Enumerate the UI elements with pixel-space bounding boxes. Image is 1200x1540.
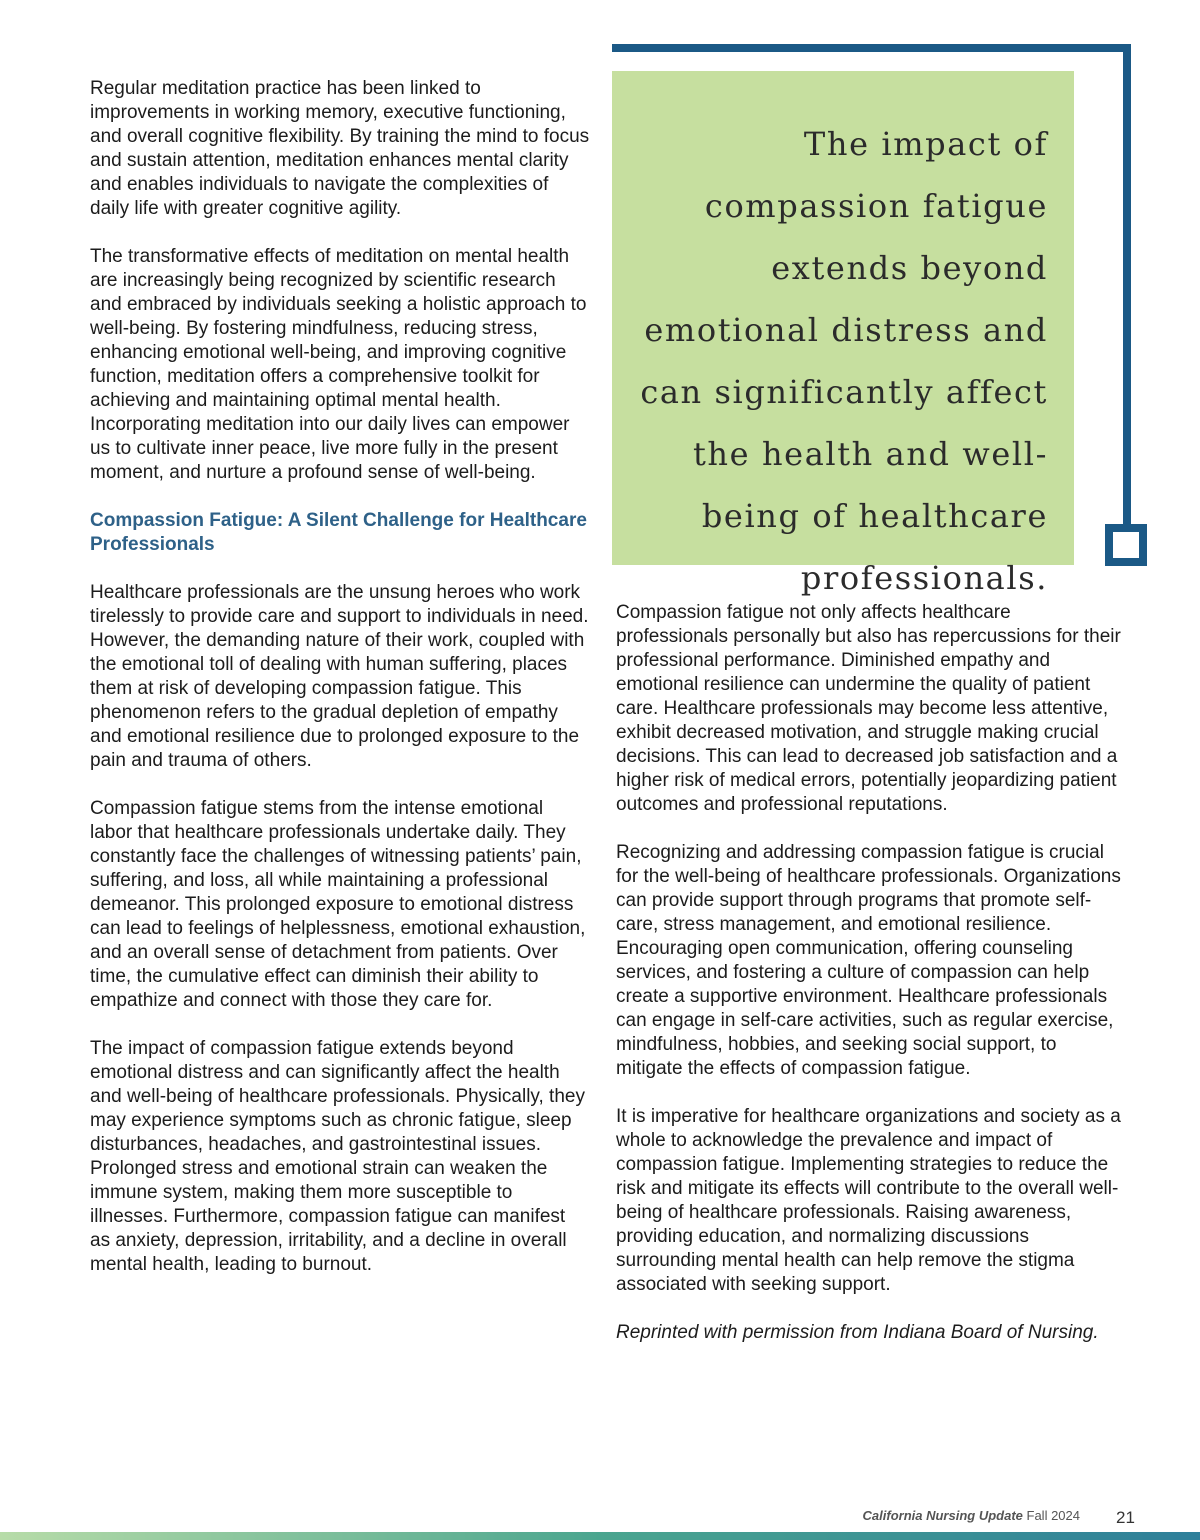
right-column bbox=[616, 601, 1126, 1369]
pull-quote-frame-right bbox=[1123, 44, 1131, 528]
body-paragraph: The impact of compassion fatigue extends beyond emotional distress and can significantly affect the health and well-being of healthcare professionals. Physically, they may experience symptoms such as chronic fatigue, sleep disturbances, headaches, and gastrointestinal issues. Prolonged stress and emotional strain can weaken the immune system, making them more susceptible to illnesses. Furthermore, compassion fatigue can manifest as anxiety, depression, irritability, and a decline in overall mental health, leading to burnout. bbox=[90, 1038, 585, 1275]
publication-name: California Nursing Update bbox=[862, 1508, 1023, 1523]
body-paragraph: The transformative effects of meditation on mental health are increasingly being recognized by scientific research and embraced by individuals seeking a holistic approach to well-being. By fostering mindfulness, reducing stress, enhancing emotional well-being, and improving cognitive function, meditation offers a comprehensive toolkit for achieving and maintaining optimal mental health. Incorporating meditation into our daily lives can empower us to cultivate inner peace, live more fully in the present moment, and nurture a profound sense of well-being. bbox=[90, 246, 587, 483]
pull-quote-box bbox=[612, 71, 1074, 597]
footer-gradient-bar bbox=[0, 1532, 1200, 1540]
body-paragraph: It is imperative for healthcare organizations and society as a whole to acknowledge the prevalence and impact of compassion fatigue. Implementing strategies to reduce the risk and mitigate its effects will contribute to the overall well-being of healthcare professionals. Raising awareness, providing education, and normalizing discussions surrounding mental health can help remove the stigma associated with seeking support. bbox=[616, 1106, 1121, 1295]
pull-quote-text: The impact of compassion fatigue extends beyond emotional distress and can significantly affect the health and well-being of healthcare professionals. bbox=[640, 125, 1048, 597]
page-number: 21 bbox=[1116, 1508, 1135, 1527]
body-paragraph: Healthcare professionals are the unsung heroes who work tirelessly to provide care and support to individuals in need. However, the demanding nature of their work, coupled with the emotional toll of dealing with human suffering, places them at risk of developing compassion fatigue. This phenomenon refers to the gradual depletion of empathy and emotional resilience due to prolonged exposure to the pain and trauma of others. bbox=[90, 582, 589, 771]
body-paragraph: Compassion fatigue stems from the intense emotional labor that healthcare professionals undertake daily. They constantly face the challenges of witnessing patients’ pain, suffering, and loss, all while maintaining a professional demeanor. This prolonged exposure to emotional distress can lead to feelings of helplessness, emotional exhaustion, and an overall sense of detachment from patients. Over time, the cumulative effect can diminish their ability to empathize and connect with those they care for. bbox=[90, 798, 586, 1011]
left-column bbox=[90, 77, 590, 1301]
pull-quote-square-ornament bbox=[1105, 524, 1147, 566]
footer-publication bbox=[863, 1508, 1080, 1523]
pull-quote-frame-top bbox=[612, 44, 1131, 52]
body-paragraph: Compassion fatigue not only affects healthcare professionals personally but also has repercussions for their professional performance. Diminished empathy and emotional resilience can undermine the quality of patient care. Healthcare professionals may become less attentive, exhibit decreased motivation, and struggle making crucial decisions. This can lead to decreased job satisfaction and a higher risk of medical errors, potentially jeopardizing patient outcomes and professional reputations. bbox=[616, 602, 1121, 815]
body-paragraph: Recognizing and addressing compassion fatigue is crucial for the well-being of healthcare professionals. Organizations can provide support through programs that promote self-care, stress management, and emotional resilience. Encouraging open communication, offering counseling services, and fostering a culture of compassion can help create a supportive environment. Healthcare professionals can engage in self-care activities, such as regular exercise, mindfulness, hobbies, and seeking social support, to mitigate the effects of compassion fatigue. bbox=[616, 842, 1121, 1079]
body-paragraph: Regular meditation practice has been linked to improvements in working memory, executive functioning, and overall cognitive flexibility. By training the mind to focus and sustain attention, meditation enhances mental clarity and enables individuals to navigate the complexities of daily life with greater cognitive agility. bbox=[90, 78, 590, 219]
publication-issue: Fall 2024 bbox=[1026, 1508, 1080, 1523]
section-subheading: Compassion Fatigue: A Silent Challenge for Healthcare Professionals bbox=[90, 510, 587, 555]
reprint-credit: Reprinted with permission from Indiana Board of Nursing. bbox=[616, 1322, 1099, 1343]
